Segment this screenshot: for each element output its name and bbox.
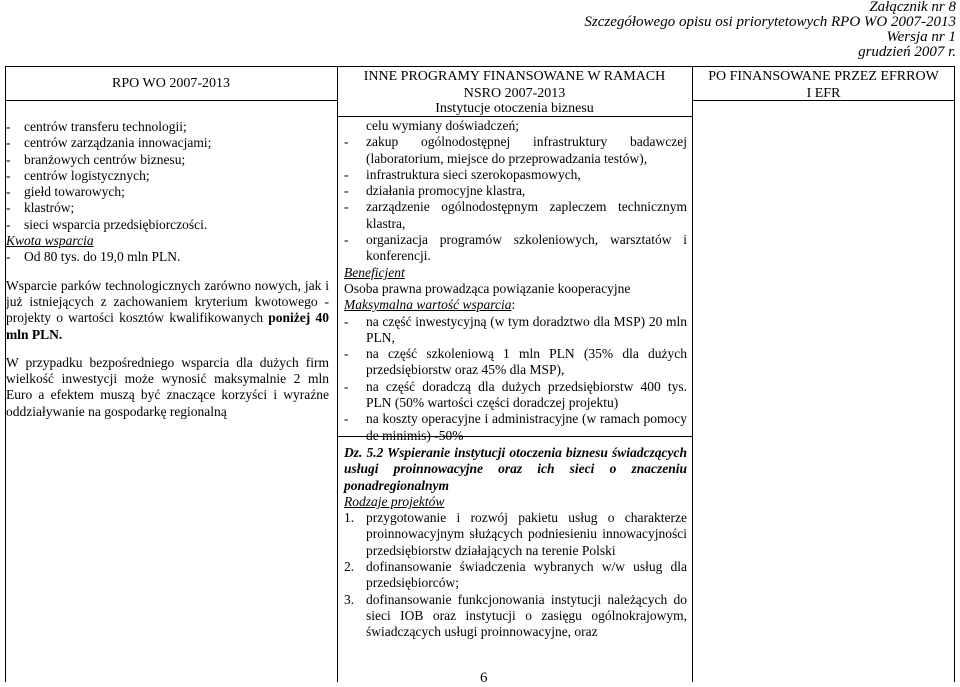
project-type-number: 1. [344, 510, 355, 526]
parks-paragraph [6, 278, 329, 343]
col1-list-item: - sieci wsparcia przedsiębiorczości. [6, 217, 329, 233]
col2-header [337, 68, 692, 102]
max-value-item: - na część szkoleniową 1 mln PLN (35% dla dużych przedsiębiorstw oraz 45% dla MSP), [344, 346, 687, 379]
project-type-text: przygotowanie i rozwój pakietu usług o charakterze proinnowacyjnym służących podniesieniu innowacyjności przedsiębiorstw działających na terenie Polski [366, 510, 687, 558]
project-type-number: 3. [344, 591, 355, 607]
col1-content [6, 119, 329, 420]
col1-list-item: - centrów transferu technologii; [6, 119, 329, 135]
col2-list-item: - zarządzenie ogólnodostępnym zapleczem technicznym klastra, [344, 199, 687, 232]
beneficjent-label: Beneficjent [344, 264, 405, 280]
kwota-wsparcia-value: - Od 80 tys. do 19,0 mln PLN. [6, 249, 329, 265]
parks-paragraph-text: Wsparcie parków technologicznych zarówno nowych, jak i już istniejących z zachowaniem kryterium kwotowego - projekty o wartości kosztów kwalifikowanych [6, 277, 329, 326]
version-label: Wersja nr 1 [886, 29, 956, 45]
col3-header [692, 68, 955, 102]
col2-list-item: - działania promocyjne klastra, [344, 183, 687, 199]
col2-list-item: - zakup ogólnodostępnej infrastruktury badawczej (laboratorium, miejsce do przeprowadzania testów), [344, 134, 687, 167]
project-type-item [344, 592, 687, 641]
table-border-right [954, 66, 955, 682]
kwota-wsparcia-label: Kwota wsparcia [6, 233, 94, 249]
col2-list-item: - infrastruktura sieci szerokopasmowych, [344, 167, 687, 183]
max-value-colon: : [511, 297, 516, 313]
col1-list-item: - klastrów; [6, 200, 329, 216]
project-type-item [344, 510, 687, 559]
col2-list-item: - organizacja programów szkoleniowych, warsztatów i konferencji. [344, 232, 687, 265]
col1-list-item: - centrów logistycznych; [6, 168, 329, 184]
project-type-item [344, 559, 687, 592]
attachment-number: Załącznik nr 8 [869, 0, 956, 15]
attachment-header [584, 0, 956, 60]
page-number: 6 [480, 670, 488, 686]
parks-paragraph-bold: poniżej 40 mln PLN. [6, 310, 329, 342]
max-value-item: - na część doradczą dla dużych przedsiębiorstw 400 tys. PLN (50% wartości części doradczej projektu) [344, 379, 687, 412]
col3-header-line2: I EFR [806, 86, 841, 101]
project-type-number: 2. [344, 559, 355, 575]
max-value-item: - na koszty operacyjne i administracyjne (w ramach pomocy de minimis) -50% [344, 411, 687, 444]
table-border-top [5, 66, 955, 67]
measure-title: Dz. 5.2 Wspieranie instytucji otoczenia biznesu świadczących usługi proinnowacyjne oraz ich sieci o znaczeniu ponadregionalnym [344, 445, 687, 493]
col2-intro: celu wymiany doświadczeń; [366, 118, 519, 133]
large-firms-paragraph: W przypadku bezpośredniego wsparcia dla dużych firm wielkość inwestycji może wynosić maksymalnie 2 mln Euro a efektem muszą być znaczące korzyści i wyraźne oddziaływanie na gospodarkę regionalną [6, 354, 329, 419]
max-value-heading [344, 297, 687, 313]
col3-header-line1: PO FINANSOWANE PRZEZ EFRROW [708, 69, 939, 84]
beneficjent-text: Osoba prawna prowadząca powiązanie kooperacyjne [344, 280, 631, 296]
col2-subheader: Instytucje otoczenia biznesu [435, 101, 594, 116]
project-type-text: dofinansowanie funkcjonowania instytucji należących do sieci IOB oraz instytucji o zasięgu ogólnokrajowym, świadczących usługi proinnowacyjne, oraz [366, 591, 687, 640]
max-value-label: Maksymalna wartość wsparcia [344, 297, 512, 313]
project-types-label: Rodzaje projektów [344, 493, 445, 509]
col2-header-line1: INNE PROGRAMY FINANSOWANE W RAMACH [363, 69, 666, 84]
col2-content-lower [344, 445, 687, 641]
col1-list-item: - centrów zarządzania innowacjami; [6, 135, 329, 151]
table-divider-1 [337, 66, 338, 682]
date-label: grudzień 2007 r. [858, 44, 956, 60]
col2-content-upper [344, 118, 687, 444]
col1-header: RPO WO 2007-2013 [112, 76, 230, 91]
project-type-text: dofinansowanie świadczenia wybranych w/w usług dla przedsiębiorców; [366, 559, 687, 591]
table-divider-2 [692, 66, 693, 682]
max-value-item: - na część inwestycyjną (w tym doradztwo dla MSP) 20 mln PLN, [344, 314, 687, 347]
col1-list-item: - giełd towarowych; [6, 184, 329, 200]
col2-header-line2: NSRO 2007-2013 [463, 86, 566, 101]
header-divider-col1 [5, 100, 337, 101]
document-title: Szczegółowego opisu osi priorytetowych RPO WO 2007-2013 [584, 14, 956, 30]
col1-list-item: - branżowych centrów biznesu; [6, 152, 329, 168]
